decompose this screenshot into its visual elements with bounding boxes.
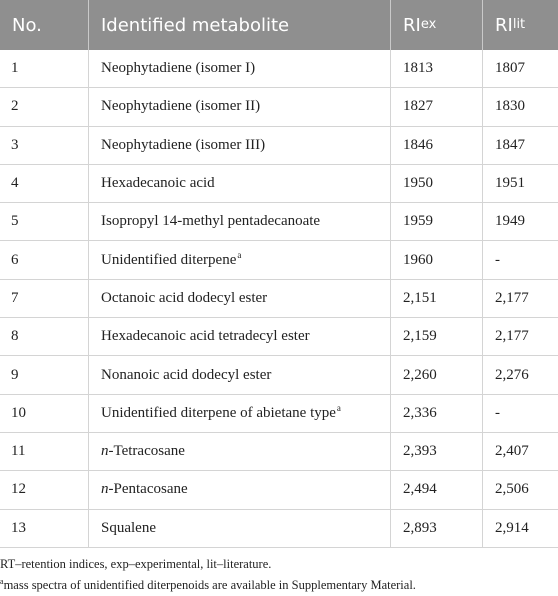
metabolite-name: -Tetracosane <box>108 443 185 460</box>
cell-ri-lit-text: 2,276 <box>495 366 529 383</box>
cell-ri-lit <box>483 203 558 240</box>
cell-ri-lit <box>483 471 558 508</box>
footnote-text: mass spectra of unidentified diterpenoids are available in Supplementary Material. <box>3 578 416 592</box>
cell-ri-lit <box>483 280 558 317</box>
cell-ri-ex <box>391 127 483 164</box>
footnote-mark: a <box>0 576 4 586</box>
cell-no-text: 4 <box>11 175 19 192</box>
table-row <box>0 88 558 126</box>
cell-metabolite-text <box>101 520 156 537</box>
cell-metabolite-text <box>101 213 320 230</box>
cell-metabolite-text <box>101 443 185 460</box>
cell-ri-lit-text: 1951 <box>495 175 525 192</box>
cell-metabolite-text <box>101 98 260 115</box>
cell-ri-lit-text: 2,914 <box>495 519 529 536</box>
metabolite-name: Neophytadiene (isomer II) <box>101 98 261 115</box>
metabolite-name: Neophytadiene (isomer III) <box>101 136 266 153</box>
header-ri-ex-main: RI <box>403 14 421 36</box>
table-row <box>0 395 558 433</box>
cell-ri-ex-text: 1813 <box>403 60 433 77</box>
footnote-a <box>0 575 558 596</box>
cell-no-text: 3 <box>11 136 19 153</box>
cell-ri-ex <box>391 241 483 278</box>
metabolite-name: Hexadecanoic acid <box>101 175 215 192</box>
cell-metabolite <box>89 165 391 202</box>
table-row <box>0 471 558 509</box>
footnote-ref: a <box>336 402 341 413</box>
table-row <box>0 433 558 471</box>
cell-metabolite-text <box>101 60 255 77</box>
cell-ri-lit-text: 2,407 <box>495 443 529 460</box>
cell-ri-lit-text: 1847 <box>495 136 525 153</box>
cell-ri-ex-text: 1827 <box>403 98 433 115</box>
cell-ri-ex-text: 1959 <box>403 213 433 230</box>
cell-ri-lit-text: 1807 <box>495 60 525 77</box>
cell-ri-lit <box>483 356 558 393</box>
italic-prefix: n <box>101 481 109 498</box>
cell-ri-ex-text: 1846 <box>403 136 433 153</box>
cell-no-text: 2 <box>11 98 19 115</box>
cell-no <box>0 241 89 278</box>
cell-ri-lit <box>483 433 558 470</box>
metabolite-name: Hexadecanoic acid tetradecyl ester <box>101 328 310 345</box>
cell-metabolite <box>89 510 391 547</box>
cell-ri-ex <box>391 165 483 202</box>
cell-ri-ex <box>391 510 483 547</box>
cell-ri-lit-text: - <box>495 251 500 268</box>
metabolite-name: Neophytadiene (isomer I) <box>101 60 256 77</box>
cell-ri-lit <box>483 165 558 202</box>
cell-ri-lit-text: 2,506 <box>495 481 529 498</box>
cell-metabolite <box>89 318 391 355</box>
cell-ri-lit-text: 2,177 <box>495 328 529 345</box>
table-body <box>0 50 558 548</box>
cell-metabolite <box>89 433 391 470</box>
cell-ri-lit-text: - <box>495 404 500 421</box>
cell-ri-ex-text: 2,159 <box>403 328 437 345</box>
footnote-ref: a <box>237 249 242 260</box>
header-no-label: No. <box>12 14 42 36</box>
cell-no <box>0 127 89 164</box>
cell-no <box>0 280 89 317</box>
cell-metabolite-text <box>101 402 341 422</box>
header-ri-ex: RI ex <box>391 0 483 50</box>
footnote-abbreviations: RT–retention indices, exp–experimental, lit–literature. <box>0 557 272 571</box>
cell-ri-ex-text: 1960 <box>403 251 433 268</box>
table-row <box>0 356 558 394</box>
table-row <box>0 280 558 318</box>
cell-ri-ex-text: 2,893 <box>403 519 437 536</box>
cell-no-text: 12 <box>11 481 26 498</box>
cell-ri-ex <box>391 88 483 125</box>
cell-no <box>0 165 89 202</box>
cell-ri-lit <box>483 510 558 547</box>
table-row <box>0 127 558 165</box>
cell-ri-lit-text: 2,177 <box>495 289 529 306</box>
cell-no-text: 8 <box>11 328 19 345</box>
header-ri-lit-main: RI <box>495 14 513 36</box>
cell-ri-lit <box>483 127 558 164</box>
cell-no <box>0 88 89 125</box>
cell-metabolite <box>89 356 391 393</box>
metabolite-name: Octanoic acid dodecyl ester <box>101 289 268 306</box>
cell-metabolite <box>89 395 391 432</box>
cell-ri-ex-text: 2,494 <box>403 481 437 498</box>
cell-ri-lit-text: 1830 <box>495 98 525 115</box>
cell-metabolite-text <box>101 175 215 192</box>
cell-ri-lit <box>483 241 558 278</box>
cell-ri-ex-text: 2,336 <box>403 404 437 421</box>
italic-prefix: n <box>101 443 109 460</box>
cell-ri-lit-text: 1949 <box>495 213 525 230</box>
table-row <box>0 318 558 356</box>
cell-no <box>0 471 89 508</box>
table-row <box>0 50 558 88</box>
cell-metabolite <box>89 280 391 317</box>
cell-metabolite-text <box>101 137 265 154</box>
cell-ri-ex-text: 2,393 <box>403 443 437 460</box>
cell-metabolite <box>89 88 391 125</box>
cell-ri-lit <box>483 318 558 355</box>
cell-metabolite <box>89 127 391 164</box>
cell-metabolite <box>89 203 391 240</box>
metabolite-name: Unidentified diterpene of abietane type <box>101 404 336 421</box>
metabolite-name: Nonanoic acid dodecyl ester <box>101 366 272 383</box>
cell-ri-lit <box>483 88 558 125</box>
cell-metabolite-text <box>101 249 242 269</box>
cell-metabolite <box>89 471 391 508</box>
cell-no-text: 6 <box>11 251 19 268</box>
cell-metabolite <box>89 241 391 278</box>
cell-no <box>0 318 89 355</box>
cell-ri-ex-text: 1950 <box>403 175 433 192</box>
table-row <box>0 165 558 203</box>
cell-metabolite <box>89 50 391 87</box>
cell-no <box>0 356 89 393</box>
cell-no-text: 11 <box>11 443 26 460</box>
header-metabolite <box>89 0 391 50</box>
cell-no <box>0 50 89 87</box>
cell-ri-ex <box>391 50 483 87</box>
metabolite-name: -Pentacosane <box>108 481 188 498</box>
header-no <box>0 0 89 50</box>
cell-metabolite-text <box>101 328 310 345</box>
cell-no-text: 7 <box>11 289 19 306</box>
cell-metabolite-text <box>101 290 267 307</box>
cell-no <box>0 433 89 470</box>
cell-no <box>0 395 89 432</box>
table-footnotes <box>0 554 558 596</box>
cell-no <box>0 203 89 240</box>
cell-ri-ex <box>391 280 483 317</box>
table-row <box>0 510 558 548</box>
metabolite-name: Squalene <box>101 519 156 536</box>
cell-ri-ex <box>391 395 483 432</box>
table-row <box>0 241 558 279</box>
cell-ri-ex <box>391 318 483 355</box>
cell-ri-lit <box>483 50 558 87</box>
cell-no-text: 13 <box>11 519 26 536</box>
table-header <box>0 0 558 50</box>
cell-ri-lit <box>483 395 558 432</box>
cell-ri-ex <box>391 433 483 470</box>
cell-ri-ex-text: 2,151 <box>403 289 437 306</box>
cell-no-text: 5 <box>11 213 19 230</box>
cell-ri-ex-text: 2,260 <box>403 366 437 383</box>
header-ri-lit: RI lit <box>495 14 526 36</box>
cell-no-text: 1 <box>11 60 19 77</box>
metabolite-name: Unidentified diterpene <box>101 251 237 268</box>
header-metabolite-label: Identified metabolite <box>101 14 290 36</box>
cell-ri-ex <box>391 203 483 240</box>
cell-no <box>0 510 89 547</box>
metabolite-name: Isopropyl 14-methyl pentadecanoate <box>101 213 321 230</box>
cell-ri-ex <box>391 471 483 508</box>
cell-metabolite-text <box>101 481 188 498</box>
cell-metabolite-text <box>101 367 271 384</box>
table-row <box>0 203 558 241</box>
cell-ri-ex <box>391 356 483 393</box>
cell-no-text: 9 <box>11 366 19 383</box>
cell-no-text: 10 <box>11 404 26 421</box>
